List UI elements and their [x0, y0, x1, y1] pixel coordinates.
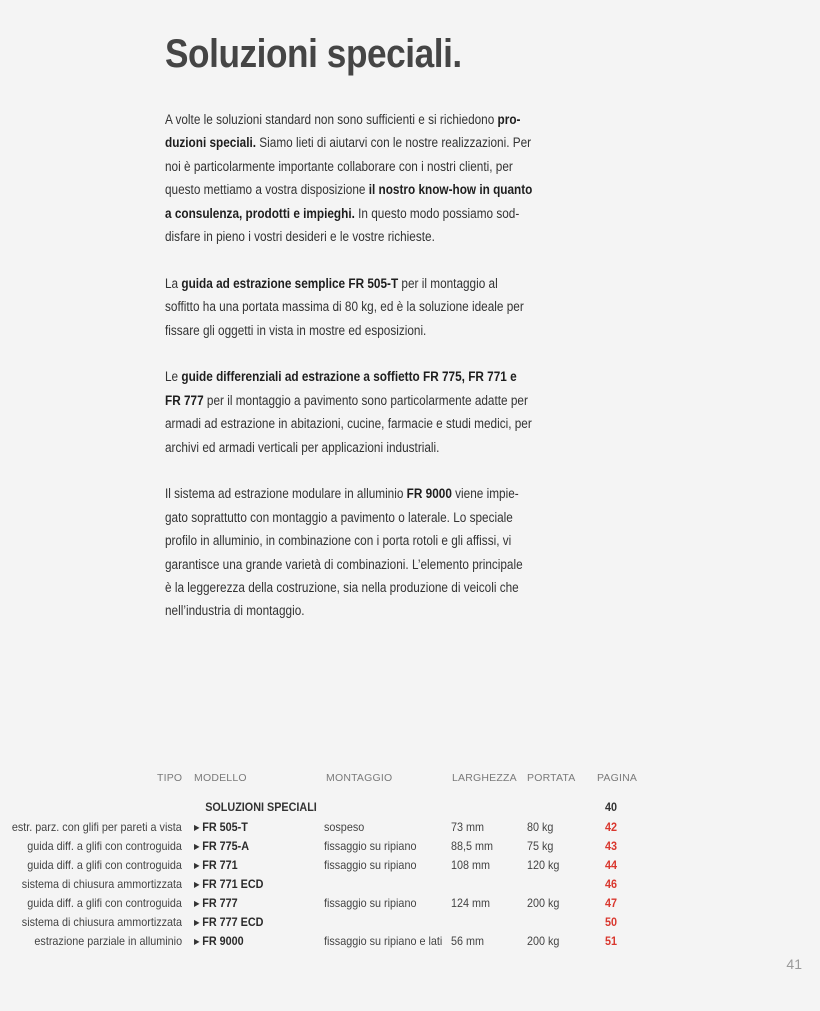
model-name: FR 777	[202, 896, 238, 910]
cell-tipo: guida diff. a glifi con controguida	[27, 858, 182, 872]
triangle-right-icon: ▶	[194, 937, 200, 946]
cell-pagina: 51	[605, 934, 618, 948]
cell-modello	[194, 896, 238, 910]
cell-montaggio: fissaggio su ripiano	[324, 896, 417, 910]
table-row	[0, 915, 820, 934]
bold-text: duzioni speciali.	[165, 135, 257, 151]
text-line	[165, 365, 552, 388]
text-segment: è la leggerezza della costruzione, sia nella produzione di veicoli che	[165, 580, 519, 596]
cell-pagina: 44	[605, 858, 618, 872]
text-line	[165, 576, 552, 599]
page-title: Soluzioni speciali.	[165, 32, 462, 76]
paragraph	[165, 108, 552, 248]
model-name: FR 505-T	[202, 820, 248, 834]
paragraph	[165, 365, 552, 459]
cell-larghezza: 56 mm	[451, 934, 485, 948]
text-segment: fissare gli oggetti in vista in mostre ed esposizioni.	[165, 322, 427, 338]
cell-larghezza: 124 mm	[451, 896, 491, 910]
cell-modello	[194, 858, 238, 872]
bold-text: a consulenza, prodotti e impieghi.	[165, 205, 355, 221]
header-tipo: TIPO	[157, 772, 183, 784]
text-segment: garantisce una grande varietà di combinazioni. L’elemento principale	[165, 556, 523, 572]
section-page: 40	[605, 800, 618, 814]
section-label: SOLUZIONI SPECIALI	[205, 800, 317, 814]
cell-montaggio: fissaggio su ripiano e lati	[324, 934, 443, 948]
table-row	[0, 896, 820, 915]
text-segment: A volte le soluzioni standard non sono sufficienti e si richiedono	[165, 112, 498, 127]
text-segment: In questo modo possiamo sod-	[354, 205, 520, 221]
cell-montaggio: fissaggio su ripiano	[324, 858, 417, 872]
text-segment: noi è particolarmente importante collaborare con i nostri clienti, per	[165, 158, 513, 174]
cell-portata: 80 kg	[527, 820, 554, 834]
cell-montaggio: sospeso	[324, 820, 365, 834]
text-segment: gato soprattutto con montaggio a pavimento o laterale. Lo speciale	[165, 509, 513, 525]
text-line	[165, 295, 552, 318]
header-portata: PORTATA	[527, 772, 576, 784]
text-segment: armadi ad estrazione in abitazioni, cucine, farmacie e studi medici, per	[165, 416, 532, 432]
text-line	[165, 436, 552, 459]
paragraph	[165, 272, 552, 342]
cell-modello	[194, 820, 248, 834]
cell-portata: 200 kg	[527, 896, 560, 910]
cell-pagina: 46	[605, 877, 618, 891]
model-name: FR 777 ECD	[202, 915, 264, 929]
model-name: FR 771	[202, 858, 238, 872]
triangle-right-icon: ▶	[194, 880, 200, 889]
triangle-right-icon: ▶	[194, 861, 200, 870]
cell-larghezza: 108 mm	[451, 858, 491, 872]
header-modello: MODELLO	[194, 772, 247, 784]
text-line	[165, 225, 552, 248]
text-segment: Il sistema ad estrazione modulare in alluminio	[165, 486, 407, 502]
model-name: FR 775-A	[202, 839, 250, 853]
text-segment: Le	[165, 369, 182, 385]
text-line	[165, 553, 552, 576]
text-segment: viene impie-	[451, 486, 519, 502]
text-segment: nell’industria di montaggio.	[165, 603, 305, 619]
text-segment: Siamo lieti di aiutarvi con le nostre realizzazioni. Per	[256, 135, 532, 151]
text-line	[165, 272, 552, 295]
cell-modello	[194, 839, 249, 853]
text-segment: per il montaggio al	[398, 275, 498, 291]
text-line	[165, 389, 552, 412]
cell-portata: 120 kg	[527, 858, 560, 872]
bold-text: il nostro know-how in quanto	[368, 182, 533, 198]
cell-montaggio: fissaggio su ripiano	[324, 839, 417, 853]
bold-text: pro-	[497, 112, 521, 127]
text-line	[165, 319, 552, 342]
text-line	[165, 202, 552, 225]
cell-modello	[194, 934, 244, 948]
text-segment: archivi ed armadi verticali per applicazioni industriali.	[165, 439, 440, 455]
text-line	[165, 108, 552, 131]
page-number: 41	[786, 956, 802, 972]
text-line	[165, 529, 552, 552]
cell-pagina: 42	[605, 820, 618, 834]
cell-portata: 200 kg	[527, 934, 560, 948]
text-segment: per il montaggio a pavimento sono particolarmente adatte per	[203, 392, 528, 408]
model-name: FR 9000	[202, 934, 244, 948]
cell-pagina: 50	[605, 915, 618, 929]
cell-larghezza: 73 mm	[451, 820, 485, 834]
table-row	[0, 839, 820, 858]
cell-tipo: guida diff. a glifi con controguida	[27, 839, 182, 853]
text-segment: profilo in alluminio, in combinazione con i porta rotoli e gli affissi, vi	[165, 533, 512, 549]
cell-portata: 75 kg	[527, 839, 554, 853]
triangle-right-icon: ▶	[194, 899, 200, 908]
cell-tipo: sistema di chiusura ammortizzata	[21, 915, 182, 929]
header-montaggio: MONTAGGIO	[326, 772, 393, 784]
text-line	[165, 412, 552, 435]
text-segment: disfare in pieno i vostri desideri e le vostre richieste.	[165, 229, 435, 245]
paragraph	[165, 482, 552, 622]
bold-text: FR 777	[165, 392, 204, 408]
triangle-right-icon: ▶	[194, 823, 200, 832]
triangle-right-icon: ▶	[194, 842, 200, 851]
bold-text: guida ad estrazione semplice FR 505-T	[181, 275, 399, 291]
header-pagina: PAGINA	[597, 772, 638, 784]
table-row	[0, 858, 820, 877]
cell-pagina: 43	[605, 839, 618, 853]
cell-modello	[194, 915, 263, 929]
table-row	[0, 820, 820, 839]
text-line	[165, 131, 552, 154]
cell-tipo: guida diff. a glifi con controguida	[27, 896, 182, 910]
header-larghezza: LARGHEZZA	[452, 772, 517, 784]
bold-text: FR 9000	[406, 486, 452, 502]
section-row	[0, 800, 820, 819]
table-row	[0, 877, 820, 896]
triangle-right-icon: ▶	[194, 918, 200, 927]
model-name: FR 771 ECD	[202, 877, 264, 891]
text-line	[165, 599, 552, 622]
text-line	[165, 178, 552, 201]
cell-tipo: estrazione parziale in alluminio	[34, 934, 182, 948]
text-segment: La	[165, 275, 182, 291]
table-row	[0, 934, 820, 953]
text-line	[165, 482, 552, 505]
text-line	[165, 506, 552, 529]
text-segment: questo mettiamo a vostra disposizione	[165, 182, 369, 198]
cell-tipo: estr. parz. con glifi per pareti a vista	[12, 820, 182, 834]
cell-tipo: sistema di chiusura ammortizzata	[21, 877, 182, 891]
cell-larghezza: 88,5 mm	[451, 839, 494, 853]
text-line	[165, 155, 552, 178]
intro-text	[165, 108, 595, 623]
cell-pagina: 47	[605, 896, 618, 910]
cell-modello	[194, 877, 263, 891]
bold-text: guide differenziali ad estrazione a soffietto FR 775, FR 771 e	[181, 369, 517, 385]
text-segment: soffitto ha una portata massima di 80 kg, ed è la soluzione ideale per	[165, 299, 524, 315]
